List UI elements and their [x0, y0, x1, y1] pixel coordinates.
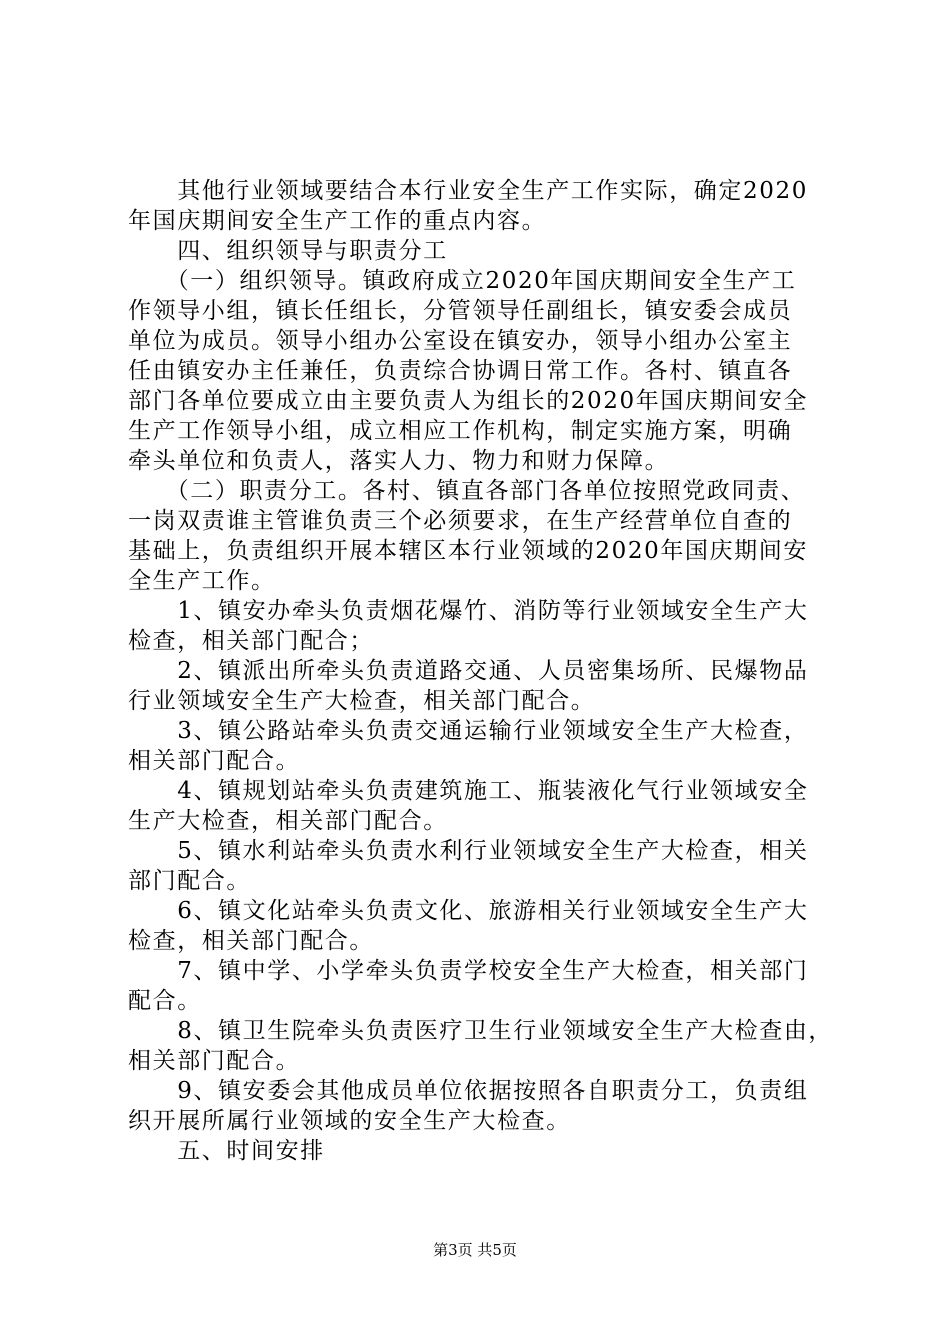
text-line: 其他行业领域要结合本行业安全生产工作实际，确定2020: [128, 178, 808, 204]
text-line: 一岗双责谁主管谁负责三个必须要求，在生产经营单位自查的: [128, 508, 793, 534]
text-line: 单位为成员。领导小组办公室设在镇安办，领导小组办公室主: [128, 328, 793, 354]
list-item: 6、镇文化站牵头负责文化、旅游相关行业领域安全生产大: [128, 898, 809, 924]
text-line: 作领导小组，镇长任组长，分管领导任副组长，镇安委会成员: [128, 298, 793, 324]
text-line: 配合。: [128, 988, 202, 1014]
section-heading: 四、组织领导与职责分工: [128, 238, 448, 264]
text-line: 检查，相关部门配合；: [128, 628, 374, 654]
list-item: 3、镇公路站牵头负责交通运输行业领域安全生产大检查，: [128, 718, 809, 744]
text-line: 织开展所属行业领域的安全生产大检查。: [128, 1108, 571, 1134]
text-line: 相关部门配合。: [128, 748, 301, 774]
text-line: （二）职责分工。各村、镇直各部门各单位按照党政同责、: [128, 478, 806, 504]
text-line: 生产大检查，相关部门配合。: [128, 808, 448, 834]
text-line: 基础上，负责组织开展本辖区本行业领域的2020年国庆期间安: [128, 538, 808, 564]
text-line: 生产工作领导小组，成立相应工作机构，制定实施方案，明确: [128, 418, 793, 444]
section-heading: 五、时间安排: [128, 1138, 325, 1164]
list-item: 2、镇派出所牵头负责道路交通、人员密集场所、民爆物品: [128, 658, 809, 684]
text-line: （一）组织领导。镇政府成立2020年国庆期间安全生产工: [128, 268, 797, 294]
text-line: 部门配合。: [128, 868, 251, 894]
text-line: 任由镇安办主任兼任，负责综合协调日常工作。各村、镇直各: [128, 358, 793, 384]
list-item: 4、镇规划站牵头负责建筑施工、瓶装液化气行业领域安全: [128, 778, 809, 804]
text-line: 相关部门配合。: [128, 1048, 301, 1074]
list-item: 5、镇水利站牵头负责水利行业领域安全生产大检查，相关: [128, 838, 809, 864]
text-line: 部门各单位要成立由主要负责人为组长的2020年国庆期间安全: [128, 388, 808, 414]
text-line: 检查，相关部门配合。: [128, 928, 374, 954]
page-number-footer: 第3页 共5页: [433, 1241, 517, 1259]
text-line: 年国庆期间安全生产工作的重点内容。: [128, 208, 547, 234]
list-item: 8、镇卫生院牵头负责医疗卫生行业领域安全生产大检查由，: [128, 1018, 834, 1044]
list-item: 1、镇安办牵头负责烟花爆竹、消防等行业领域安全生产大: [128, 598, 809, 624]
document-body: [128, 176, 834, 1166]
list-item: 9、镇安委会其他成员单位依据按照各自职责分工，负责组: [128, 1078, 809, 1104]
list-item: 7、镇中学、小学牵头负责学校安全生产大检查，相关部门: [128, 958, 809, 984]
text-line: 行业领域安全生产大检查，相关部门配合。: [128, 688, 596, 714]
text-line: 牵头单位和负责人，落实人力、物力和财力保障。: [128, 448, 670, 474]
text-line: 全生产工作。: [128, 568, 276, 594]
